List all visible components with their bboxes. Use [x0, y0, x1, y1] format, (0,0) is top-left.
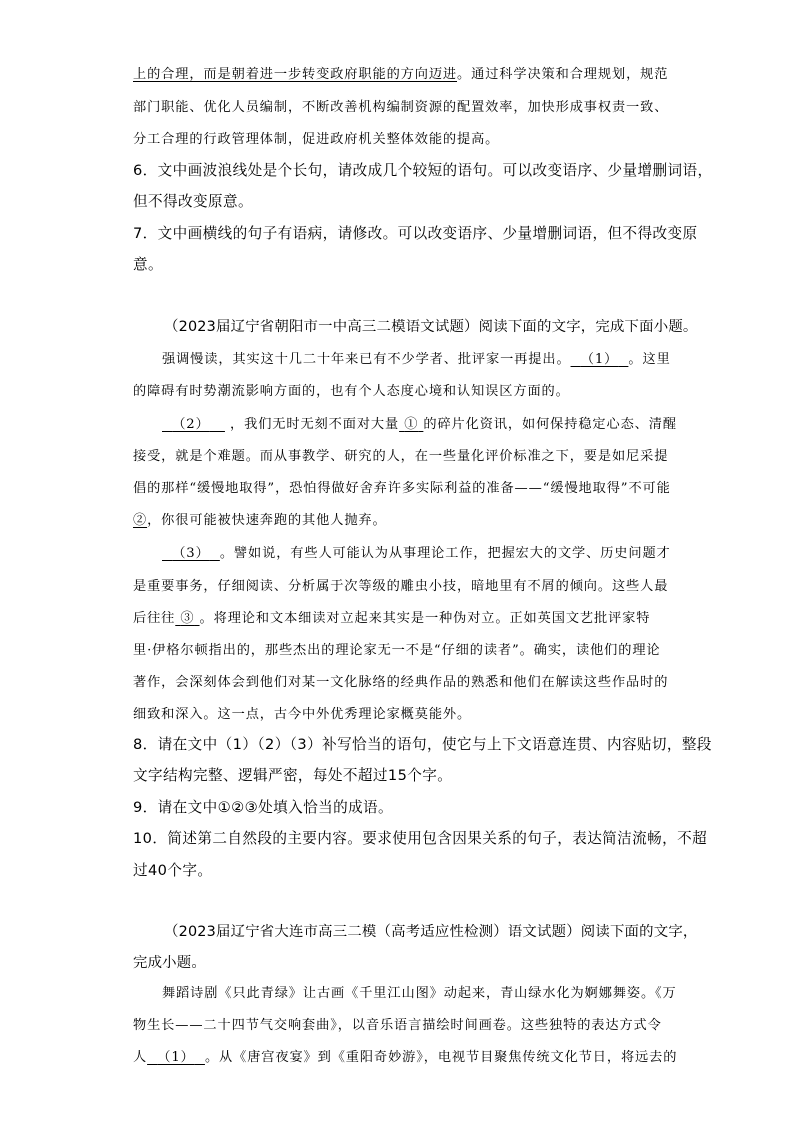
passage-line: 里·伊格尔顿指出的，那些杰出的理论家无一不是“仔细的读者”。确实，读他们的理论 — [133, 643, 661, 658]
blank-circle-3: ③ — [180, 611, 195, 626]
passage-line: 著作，会深刻体会到他们对某一文化脉络的经典作品的熟悉和他们在解读这些作品时的 — [133, 675, 669, 690]
passage-line: （3） 。譬如说，有些人可能认为从事理论工作，把握宏大的文学、历史问题才 — [162, 547, 671, 560]
blank-1: （1） — [580, 352, 619, 367]
question-8: 8．请在文中（1）（2）（3）补写恰当的语句，使它与上下文语意连贯、内容贴切，整段 — [133, 736, 712, 753]
underlined-sentence: 上的合理，而是朝着进一步转变政府职能的方向迈进 — [133, 67, 458, 82]
passage-line: 物生长——二十四节气交响套曲》，以音乐语言描绘时间画卷。这些独特的表达方式令 — [133, 1018, 662, 1033]
passage-line: 部门职能、优化人员编制，不断改善机构编制资源的配置效率，加快形成事权责一致、 — [133, 100, 669, 115]
passage-line: （2） ，我们无时无刻不面对大量 ① 的碎片化资讯，如何保持稳定心态、清醒 — [162, 418, 677, 431]
question-7-cont: 意。 — [133, 256, 163, 273]
passage-line: 人 （1） 。从《唐宫夜宴》到《重阳奇妙游》，电视节目聚焦传统文化节日，将远去的 — [133, 1050, 678, 1065]
question-7: 7．文中画横线的句子有语病，请修改。可以改变语序、少量增删词语，但不得改变原 — [133, 225, 698, 242]
section-heading: （2023届辽宁省朝阳市一中高三二模语文试题）阅读下面的文字，完成下面小题。 — [164, 319, 698, 335]
blank-circle-1: ① — [404, 417, 419, 432]
question-10-cont: 过40个字。 — [133, 862, 213, 879]
blank-3: （3） — [172, 546, 210, 561]
passage-line: 接受，就是个难题。而从事教学、研究的人，在一些量化评价标准之下，要是如尼采提 — [133, 449, 669, 464]
question-8-cont: 文字结构完整、逻辑严密，每处不超过15个字。 — [133, 767, 453, 784]
passage-line: 细致和深入。这一点，古今中外优秀理论家概莫能外。 — [133, 707, 472, 722]
section-heading-cont: 完成小题。 — [133, 955, 206, 971]
passage-line: 倡的那样“缓慢地取得”，恐怕得做好舍弃许多实际利益的准备——“缓慢地取得”不可能 — [133, 481, 671, 496]
blank-circle-2: ② — [133, 513, 148, 528]
section-heading: （2023届辽宁省大连市高三二模（高考适应性检测）语文试题）阅读下面的文字， — [164, 924, 698, 940]
question-10: 10．简述第二自然段的主要内容。要求使用包含因果关系的句子，表达简洁流畅，不超 — [133, 830, 708, 847]
passage-line: ②，你很可能被快速奔跑的其他人抛弃。 — [133, 513, 387, 528]
passage-line: 后往往 ③ 。将理论和文本细读对立起来其实是一种伪对立。正如英国文艺批评家特 — [133, 611, 651, 626]
passage-line: 舞蹈诗剧《只此青绿》让古画《千里江山图》动起来，青山绿水化为婀娜舞姿。《万 — [162, 986, 677, 1001]
passage-line: 上的合理，而是朝着进一步转变政府职能的方向迈进。通过科学决策和合理规划，规范 — [133, 67, 669, 82]
blank-1: （1） — [157, 1050, 195, 1065]
question-6-cont: 但不得改变原意。 — [133, 193, 253, 210]
question-9: 9．请在文中①②③处填入恰当的成语。 — [133, 799, 394, 816]
passage-line: 的障碍有时势潮流影响方面的，也有个人态度心境和认知误区方面的。 — [133, 384, 570, 399]
passage-line: 分工合理的行政管理体制，促进政府机关整体效能的提高。 — [133, 132, 500, 147]
question-6: 6．文中画波浪线处是个长句，请改成几个较短的语句。可以改变语序、少量增删词语， — [133, 162, 713, 179]
passage-line: 强调慢读，其实这十几二十年来已有不少学者、批评家一再提出。 （1） 。这里 — [162, 352, 671, 367]
blank-2: （2） — [172, 417, 210, 432]
passage-line: 是重要事务，仔细阅读、分析属于次等级的雕虫小技，暗地里有不屑的倾向。这些人最 — [133, 579, 669, 594]
